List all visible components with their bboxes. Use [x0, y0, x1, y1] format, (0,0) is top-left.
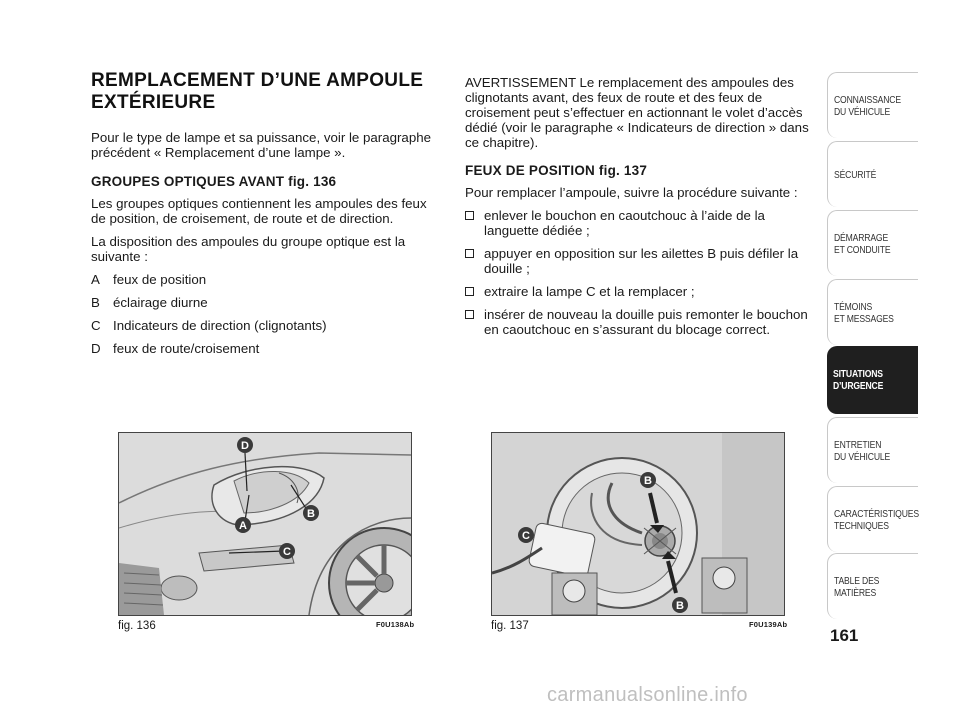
svg-text:C: C: [283, 546, 291, 558]
figure-136-headlight: [118, 432, 412, 616]
title-line-1: REMPLACEMENT D’UNE AMPOULE: [91, 70, 424, 91]
figure-label-c: [518, 527, 534, 543]
svg-text:D: D: [241, 440, 249, 452]
procedure-steps: [465, 208, 815, 337]
list-item: D feux de route/croisement: [91, 341, 260, 356]
intro-paragraph: Pour le type de lampe et sa puissance, voir le paragraphe précédent « Remplacement d’une lampe ».: [91, 130, 432, 160]
figure-label-b-top: [640, 472, 656, 488]
figure-label-c: [279, 543, 295, 559]
title-line-2: EXTÉRIEURE: [91, 92, 216, 113]
sidebar-tab-table-matieres[interactable]: TABLE DES MATIÈRES: [827, 553, 918, 619]
figure-136-caption: fig. 136: [118, 620, 156, 632]
checkbox-bullet-icon: [465, 287, 474, 296]
list-item: insérer de nouveau la douille puis remonter le bouchon en caoutchouc en s’assurant du blocage correct.: [465, 307, 815, 337]
section-heading-position-lights: FEUX DE POSITION fig. 137: [465, 163, 648, 178]
figure-label-a: [235, 517, 251, 533]
list-item: B éclairage diurne: [91, 295, 208, 310]
svg-text:C: C: [522, 530, 530, 542]
figure-136-code: F0U138Ab: [376, 620, 415, 629]
section-heading-front-lights: GROUPES OPTIQUES AVANT fig. 136: [91, 174, 337, 189]
figure-label-b-bottom: [672, 597, 688, 613]
optical-groups-paragraph: Les groupes optiques contiennent les ampoules des feux de position, de croisement, de route et de direction.: [91, 196, 427, 226]
sidebar-tab-connaissance[interactable]: CONNAISSANCE DU VÉHICULE: [827, 72, 918, 138]
bulb-list: [91, 272, 443, 356]
left-text-column: [91, 130, 443, 356]
sidebar-tab-securite[interactable]: SÉCURITÉ: [827, 141, 918, 207]
list-item: extraire la lampe C et la remplacer ;: [465, 284, 815, 299]
sidebar-tab-entretien[interactable]: ENTRETIEN DU VÉHICULE: [827, 417, 918, 483]
sidebar-tab-situations-urgence[interactable]: SITUATIONS D’URGENCE: [827, 346, 918, 414]
checkbox-bullet-icon: [465, 249, 474, 258]
checkbox-bullet-icon: [465, 211, 474, 220]
page-title: [91, 70, 441, 114]
sidebar-tab-caracteristiques[interactable]: CARACTÉRISTIQUES TECHNIQUES: [827, 486, 918, 552]
right-text-column: [465, 75, 815, 337]
list-item: enlever le bouchon en caoutchouc à l’aide de la languette dédiée ;: [465, 208, 815, 238]
figure-137-bulb-socket: [491, 432, 785, 616]
checkbox-bullet-icon: [465, 310, 474, 319]
figure-137-caption: fig. 137: [491, 620, 529, 632]
svg-text:B: B: [307, 508, 315, 520]
procedure-intro: Pour remplacer l’ampoule, suivre la procédure suivante :: [465, 185, 798, 200]
svg-text:B: B: [676, 600, 684, 612]
list-item: A feux de position: [91, 272, 207, 287]
list-item: C Indicateurs de direction (clignotants): [91, 318, 327, 333]
figure-label-d: [237, 437, 253, 453]
sidebar-tab-temoins[interactable]: TÉMOINS ET MESSAGES: [827, 279, 918, 345]
figure-label-b: [303, 505, 319, 521]
svg-text:B: B: [644, 475, 652, 487]
watermark: carmanualsonline.info: [547, 684, 748, 706]
bulb-layout-paragraph: La disposition des ampoules du groupe optique est la suivante :: [91, 234, 406, 264]
socket-illustration: [492, 433, 784, 615]
warning-paragraph: AVERTISSEMENT Le remplacement des ampoules des clignotants avant, des feux de route et des feux de croisement peut s’effectuer en actionnant le volet d’accès dédié (voir le paragraphe « Indicateurs de direction » dans ce chapitre).: [465, 75, 809, 150]
page-number: 161: [830, 626, 859, 645]
figure-137-code: F0U139Ab: [749, 620, 788, 629]
headlight-illustration: [119, 433, 411, 615]
list-item: appuyer en opposition sur les ailettes B puis défiler la douille ;: [465, 246, 815, 276]
sidebar-tab-demarrage[interactable]: DÉMARRAGE ET CONDUITE: [827, 210, 918, 276]
svg-text:A: A: [239, 520, 247, 532]
